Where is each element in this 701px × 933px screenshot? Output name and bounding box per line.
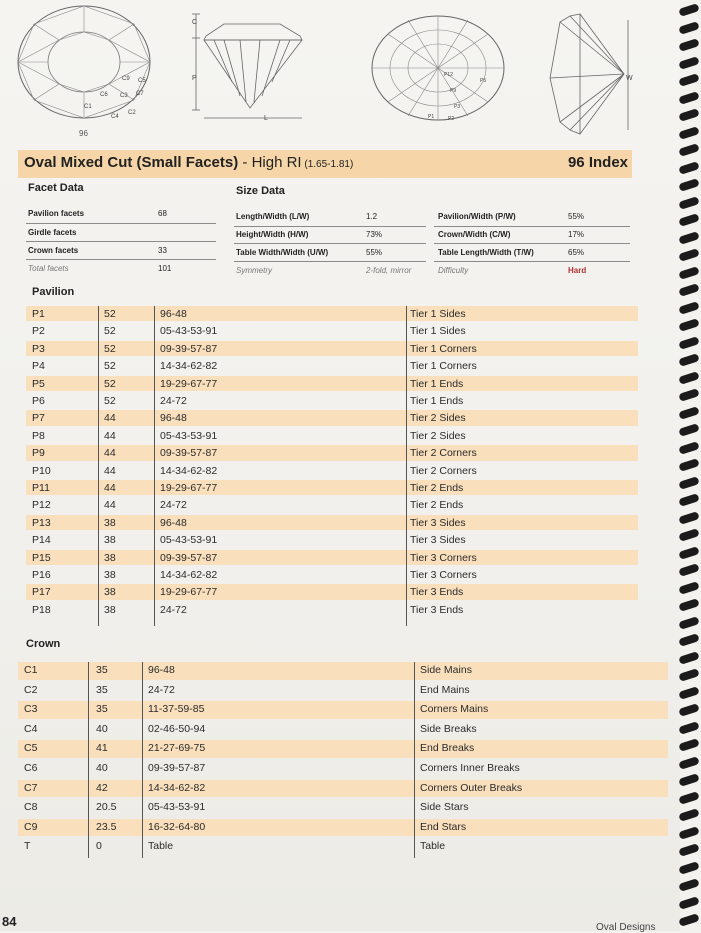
divider [234,226,426,227]
column-divider [406,306,407,626]
facet-id: C6 [24,762,38,774]
facet-angle: 44 [104,464,116,477]
facet-name: Tier 3 Corners [410,569,477,581]
facet-data-heading: Facet Data [28,182,84,194]
facet-name: Tier 3 Ends [410,586,464,599]
facet-id: P1 [32,308,45,320]
facet-id: P18 [32,603,51,616]
facet-index: 02-46-50-94 [148,722,206,735]
facet-angle: 38 [104,551,116,564]
table-row [18,838,668,856]
facet-angle: 20.5 [96,801,117,814]
facet-index: 14-34-62-82 [148,781,206,794]
binding-coil [678,56,699,70]
facet-index: 24-72 [148,683,175,696]
facet-name: Tier 2 Corners [410,464,477,477]
binding-coil [678,266,699,280]
table-row [18,760,668,778]
label-side-p: P [192,75,197,82]
facet-id: P4 [32,360,45,373]
binding-coil [678,161,699,175]
table-row [26,532,638,547]
column-divider [98,306,99,626]
label-c9: C9 [122,76,130,82]
spiral-binding [677,0,701,931]
size-value: 65% [568,248,585,257]
column-divider [88,662,89,858]
facet-index: 19-29-67-77 [160,586,218,599]
size-value: 55% [366,248,383,257]
facet-id: P17 [32,586,51,599]
facet-index: 24-72 [160,395,187,407]
facet-index: 11-37-59-85 [148,703,205,716]
table-row [26,410,638,425]
facet-index: 24-72 [160,499,187,512]
facet-id: P10 [32,464,51,477]
facet-angle: 40 [96,722,108,735]
table-row [18,682,668,700]
size-label: Length/Width (L/W) [236,212,310,221]
binding-coil [678,878,699,892]
table-row [26,306,638,321]
label-side-l: L [264,115,268,122]
size-label: Height/Width (H/W) [236,230,309,239]
label-c4: C4 [111,114,119,120]
binding-coil [678,861,699,875]
facet-name: Tier 1 Corners [410,360,477,373]
facet-name: Tier 3 Corners [410,551,477,564]
facet-id: C4 [24,722,38,735]
divider [234,261,426,262]
table-row [26,602,638,617]
cut-ri-range: (1.65-1.81) [301,159,354,170]
facet-angle: 38 [104,516,116,529]
facet-angle: 38 [104,569,116,581]
binding-coil [678,528,699,542]
binding-coil [678,563,699,577]
figure-number: 96 [79,129,88,138]
running-title: Oval Designs [596,922,656,933]
facet-angle: 44 [104,482,116,494]
facet-index: 96-48 [160,412,187,425]
facet-index: 05-43-53-91 [160,429,218,442]
facet-id: C3 [24,703,38,716]
binding-coil [678,493,699,507]
facet-index: 05-43-53-91 [160,325,218,338]
facet-index: 14-34-62-82 [160,360,218,373]
facet-name: Tier 3 Sides [410,516,466,529]
facet-name: Tier 1 Corners [410,342,477,355]
divider [434,243,630,244]
binding-coil [678,808,699,822]
binding-coil [678,546,699,560]
facet-index: 14-34-62-82 [160,569,218,581]
facet-angle: 38 [104,586,116,599]
facet-angle: 52 [104,342,116,355]
label-p5: P5 [480,78,487,84]
size-label: Pavilion/Width (P/W) [438,212,516,221]
binding-coil [678,511,699,525]
label-p2: P2 [448,116,455,122]
binding-coil [678,633,699,647]
facet-angle: 23.5 [96,820,117,833]
facet-label: Girdle facets [28,228,77,237]
facet-name: End Breaks [420,742,475,755]
facet-angle: 52 [104,377,116,390]
binding-coil [678,423,699,437]
table-row [26,584,638,599]
facet-angle: 38 [104,534,116,547]
facet-angle: 38 [104,603,116,616]
binding-coil [678,913,699,927]
size-label: Table Width/Width (U/W) [236,248,329,257]
binding-coil [678,703,699,717]
label-c7: C7 [136,91,144,97]
facet-name: Side Mains [420,664,472,676]
facet-id: P14 [32,534,51,547]
facet-angle: 40 [96,762,108,774]
binding-coil [678,73,699,87]
divider [434,226,630,227]
size-data-heading: Size Data [236,185,285,197]
binding-coil [678,3,699,17]
facet-angle: 35 [96,664,108,676]
binding-coil [678,668,699,682]
facet-name: Corners Mains [420,703,489,716]
binding-coil [678,441,699,455]
facet-id: P3 [32,342,45,355]
table-row [18,780,668,798]
binding-coil [678,388,699,402]
binding-coil [678,686,699,700]
facet-index: 19-29-67-77 [160,482,218,494]
facet-name: Side Stars [420,801,469,814]
facet-id: P6 [32,395,45,407]
crown-table [18,662,668,858]
table-row [26,567,638,582]
facet-id: C9 [24,820,38,833]
binding-coil [678,248,699,262]
table-row [26,341,638,356]
facet-index: 05-43-53-91 [148,801,206,814]
difficulty-value: Hard [568,266,587,275]
binding-coil [678,371,699,385]
facet-id: P16 [32,569,51,581]
label-c2: C2 [128,110,136,116]
facet-angle: 44 [104,499,116,512]
binding-coil [678,826,699,840]
binding-coil [678,178,699,192]
pavilion-bottom-view-diagram [368,4,508,130]
size-value: 55% [568,212,585,221]
cut-title [24,154,353,171]
binding-coil [678,108,699,122]
facet-index: 05-43-53-91 [160,534,218,547]
table-row [26,445,638,460]
facet-angle: 35 [96,703,108,716]
facet-index: 09-39-57-87 [160,551,218,564]
facet-angle: 0 [96,840,102,853]
table-row [18,740,668,758]
facet-name: Corners Inner Breaks [420,762,520,774]
facet-id: P5 [32,377,45,390]
binding-coil [678,651,699,665]
column-divider [142,662,143,858]
facet-angle: 44 [104,412,116,425]
table-row [26,550,638,565]
binding-coil [678,476,699,490]
facet-index: 19-29-67-77 [160,377,218,390]
facet-label: Crown facets [28,246,79,255]
facet-name: End Mains [420,683,470,696]
label-p1: P1 [428,114,435,120]
binding-coil [678,283,699,297]
facet-angle: 42 [96,781,108,794]
label-p3: P3 [454,104,461,110]
facet-angle: 52 [104,325,116,338]
crown-heading: Crown [26,638,61,650]
column-divider [414,662,415,858]
table-row [26,393,638,408]
divider [26,259,216,260]
divider [234,243,426,244]
side-view-width-diagram [540,10,640,140]
facet-name: Tier 3 Sides [410,534,466,547]
binding-coil [678,91,699,105]
facet-angle: 35 [96,683,108,696]
size-label: Crown/Width (C/W) [438,230,511,239]
label-c5: C5 [138,78,146,84]
facet-index: 21-27-69-75 [148,742,206,755]
column-divider [154,306,155,626]
facet-name: Tier 1 Sides [410,308,466,320]
binding-coil [678,353,699,367]
facet-id: P11 [32,482,50,494]
facet-index: 14-34-62-82 [160,464,218,477]
facet-name: Tier 3 Ends [410,603,464,616]
index-label: 96 Index [567,154,628,171]
facet-angle: 41 [96,742,108,755]
binding-coil [678,581,699,595]
facet-index: 16-32-64-80 [148,820,206,833]
binding-coil [678,773,699,787]
binding-coil [678,301,699,315]
divider [26,223,216,224]
binding-coil [678,126,699,140]
table-row [26,358,638,373]
table-row [26,480,638,495]
label-c1: C1 [84,104,92,110]
table-row [18,721,668,739]
facet-index: Table [148,840,174,853]
facet-id: T [24,840,31,853]
crown-top-view-diagram [14,2,154,128]
divider [434,261,630,262]
binding-coil [678,458,699,472]
facet-id: P15 [32,551,51,564]
size-value: 1.2 [366,212,378,221]
facet-angle: 44 [104,429,116,442]
facet-id: P2 [32,325,45,338]
facet-name: Tier 1 Ends [410,395,464,407]
facet-index: 09-39-57-87 [160,447,218,460]
divider [26,241,216,242]
binding-coil [678,791,699,805]
facet-name: Tier 1 Sides [410,325,466,338]
facet-name: End Stars [420,820,467,833]
size-value: 17% [568,230,585,239]
facet-id: P13 [32,516,51,529]
facet-id: C5 [24,742,38,755]
table-row [18,701,668,719]
facet-value: 68 [158,209,167,218]
facet-name: Side Breaks [420,722,477,735]
facet-id: C2 [24,683,38,696]
size-label: Table Length/Width (T/W) [438,248,534,257]
binding-coil [678,231,699,245]
table-row [26,428,638,443]
table-row [26,497,638,512]
binding-coil [678,738,699,752]
table-row [26,515,638,530]
facet-angle: 52 [104,360,116,373]
facet-id: C8 [24,801,38,814]
size-value: 73% [366,230,383,239]
size-label: Difficulty [438,266,469,275]
binding-coil [678,38,699,52]
title-band [18,150,632,178]
size-label: Symmetry [236,266,272,275]
table-row [18,819,668,837]
facet-label: Total facets [28,264,69,273]
binding-coil [678,336,699,350]
binding-coil [678,756,699,770]
facet-name: Tier 2 Corners [410,447,477,460]
binding-coil [678,598,699,612]
binding-coil [678,143,699,157]
binding-coil [678,213,699,227]
binding-coil [678,406,699,420]
facet-angle: 52 [104,308,116,320]
facet-index: 96-48 [148,664,175,676]
pavilion-heading: Pavilion [32,286,75,298]
facet-index: 96-48 [160,308,187,320]
facet-name: Tier 2 Sides [410,412,466,425]
facet-name: Tier 2 Sides [410,429,466,442]
facet-label: Pavilion facets [28,209,85,218]
table-row [26,463,638,478]
facet-name: Corners Outer Breaks [420,781,523,794]
label-c3: C3 [120,93,128,99]
binding-coil [678,318,699,332]
facet-name: Table [420,840,446,853]
facet-value: 101 [158,264,172,273]
table-row [18,799,668,817]
facet-id: P7 [32,412,45,425]
facet-name: Tier 2 Ends [410,499,464,512]
cut-ri-label: - High RI [238,154,302,171]
facet-name: Tier 1 Ends [410,377,464,390]
facet-id: P9 [32,447,45,460]
table-row [26,376,638,391]
size-value: 2-fold, mirror [366,266,412,275]
binding-coil [678,896,699,910]
label-side-w: W [626,75,633,82]
facet-id: P8 [32,429,45,442]
binding-coil [678,196,699,210]
label-p9: P9 [450,88,457,94]
facet-index: 96-48 [160,516,187,529]
label-p12: P12 [444,72,453,78]
cut-diagrams [0,0,680,148]
facet-angle: 44 [104,447,116,460]
facet-id: C1 [24,664,38,676]
facet-index: 09-39-57-87 [148,762,206,774]
binding-coil [678,21,699,35]
facet-index: 24-72 [160,603,187,616]
binding-coil [678,843,699,857]
table-row [26,323,638,338]
label-c6: C6 [100,92,108,98]
table-row [18,662,668,680]
facet-value: 33 [158,246,167,255]
label-side-c: C [192,19,198,26]
page-number: 84 [2,914,17,929]
cut-name: Oval Mixed Cut (Small Facets) [24,154,239,171]
binding-coil [678,616,699,630]
pavilion-table [26,306,638,626]
facet-name: Tier 2 Ends [410,482,464,494]
binding-coil [678,721,699,735]
facet-id: P12 [32,499,51,512]
facet-angle: 52 [104,395,116,407]
facet-id: C7 [24,781,38,794]
facet-index: 09-39-57-87 [160,342,218,355]
side-view-length-diagram [180,10,340,140]
